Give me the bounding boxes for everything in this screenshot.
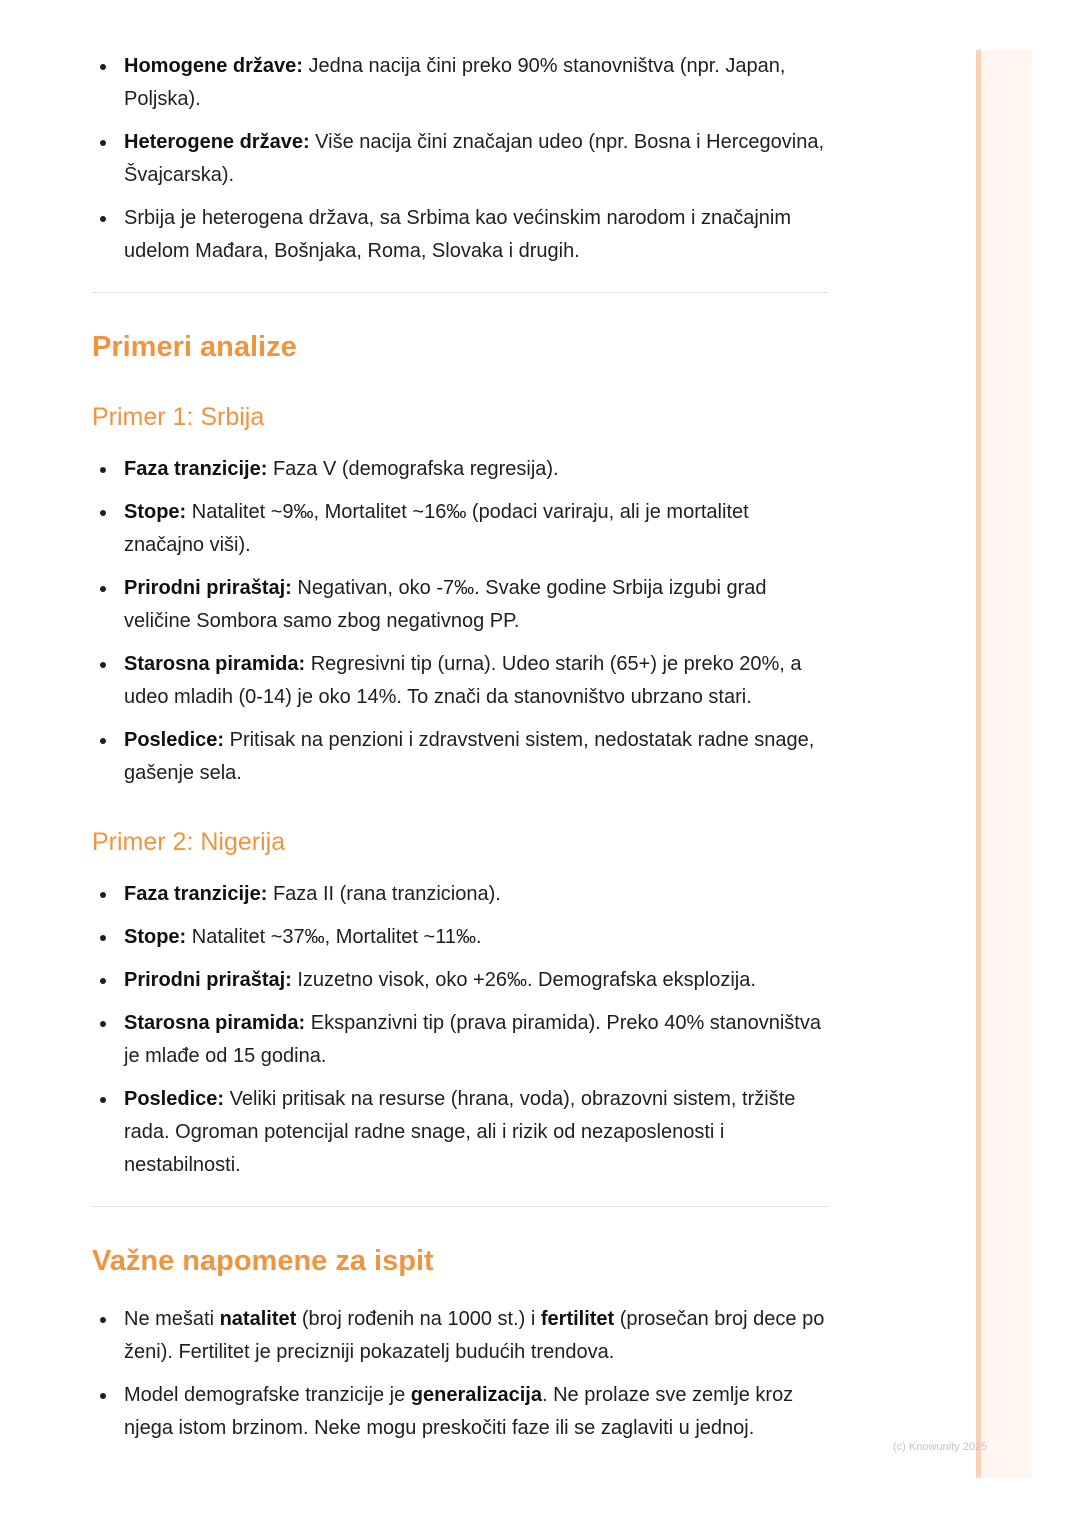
list-item [92, 453, 828, 486]
margin-accent-line [976, 50, 981, 1478]
item-text: Više nacija čini značajan udeo (npr. Bosna i Hercegovina, Švajcarska). [124, 131, 825, 186]
list-item [92, 1379, 828, 1445]
item-label: Stope: [124, 926, 187, 948]
list-item [92, 1007, 828, 1073]
item-label: Posledice: [124, 1088, 225, 1110]
item-text: Jedna nacija čini preko 90% stanovništva (npr. Japan, Poljska). [124, 55, 786, 110]
item-text: Veliki pritisak na resurse (hrana, voda), obrazovni sistem, tržište rada. Ogroman potencijal radne snage, ali i rizik od nezaposlenosti i nestabilnosti. [124, 1088, 796, 1176]
item-text: Srbija je heterogena država, sa Srbima kao većinskim narodom i značajnim udelom Mađara, Bošnjaka, Roma, Slovaka i drugih. [124, 207, 791, 262]
watermark: (c) Knowunity 2025 [893, 1441, 988, 1453]
item-text: Ne mešati [124, 1308, 220, 1330]
primer-2-list [92, 878, 828, 1182]
item-text: Model demografske tranzicije je [124, 1384, 411, 1406]
item-text: Faza V (demografska regresija). [267, 458, 559, 480]
primer-1-list [92, 453, 828, 790]
divider [92, 1206, 828, 1207]
list-item [92, 648, 828, 714]
list-item [92, 496, 828, 562]
list-item [92, 572, 828, 638]
item-text: Faza II (rana tranziciona). [267, 883, 501, 905]
napomene-list [92, 1303, 828, 1445]
item-bold-term: natalitet [219, 1308, 297, 1330]
item-text: Regresivni tip (urna). Udeo starih (65+) je preko 20%, a udeo mladih (0-14) je oko 14%. To znači da stanovništvo ubrzano stari. [124, 653, 802, 708]
item-text: (prosečan broj dece po ženi). Fertilitet je precizniji pokazatelj budućih trendova. [124, 1308, 825, 1363]
item-label: Starosna piramida: [124, 653, 306, 675]
item-text: Ekspanzivni tip (prava piramida). Preko 40% stanovništva je mlađe od 15 godina. [124, 1012, 821, 1067]
item-text: . Ne prolaze sve zemlje kroz njega istom brzinom. Neke mogu preskočiti faze ili se zaglaviti u jednoj. [124, 1384, 794, 1439]
margin-band [976, 50, 1032, 1478]
item-label: Stope: [124, 501, 187, 523]
item-label: Posledice: [124, 729, 225, 751]
item-text: Pritisak na penzioni i zdravstveni sistem, nedostatak radne snage, gašenje sela. [124, 729, 815, 784]
item-label: Prirodni priraštaj: [124, 969, 292, 991]
list-item [92, 50, 828, 116]
document-content [92, 50, 828, 1455]
item-text: Izuzetno visok, oko +26‰. Demografska eksplozija. [291, 969, 756, 991]
item-label: Starosna piramida: [124, 1012, 306, 1034]
section-heading-primeri: Primeri analize [92, 331, 297, 363]
list-item [92, 126, 828, 192]
list-item [92, 1303, 828, 1369]
item-text: Negativan, oko -7‰. Svake godine Srbija izgubi grad veličine Sombora samo zbog negativnog PP. [124, 577, 767, 632]
state-types-list [92, 50, 828, 268]
item-bold-term: fertilitet [540, 1308, 615, 1330]
item-label: Prirodni priraštaj: [124, 577, 292, 599]
list-item [92, 964, 828, 997]
list-item [92, 724, 828, 790]
section-heading-napomene: Važne napomene za ispit [92, 1245, 434, 1277]
item-text: Natalitet ~37‰, Mortalitet ~11‰. [186, 926, 482, 948]
subheading-primer-2: Primer 2: Nigerija [92, 828, 286, 856]
item-text: (broj rođenih na 1000 st.) i [296, 1308, 541, 1330]
list-item [92, 921, 828, 954]
list-item [92, 1083, 828, 1182]
item-label: Faza tranzicije: [124, 883, 268, 905]
item-label: Homogene države: [124, 55, 303, 77]
item-label: Faza tranzicije: [124, 458, 268, 480]
list-item [92, 878, 828, 911]
divider [92, 292, 828, 293]
item-bold-term: generalizacija [410, 1384, 542, 1406]
list-item [92, 202, 828, 268]
item-text: Natalitet ~9‰, Mortalitet ~16‰ (podaci variraju, ali je mortalitet značajno viši). [124, 501, 749, 556]
subheading-primer-1: Primer 1: Srbija [92, 403, 265, 431]
item-label: Heterogene države: [124, 131, 310, 153]
